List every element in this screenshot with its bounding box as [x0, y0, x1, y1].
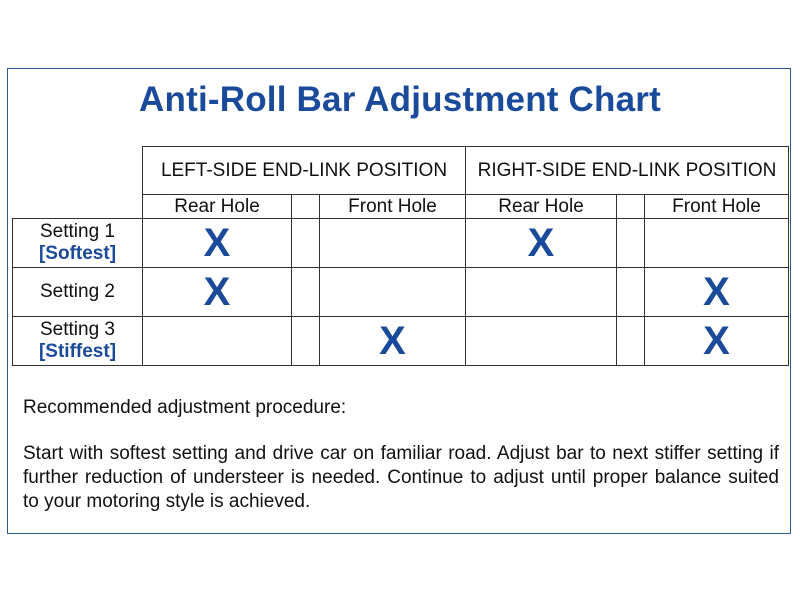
row-label-text: Setting 3 [40, 319, 115, 340]
cell-mark: X [466, 219, 617, 268]
table-row [13, 317, 789, 366]
cell-mark [292, 317, 320, 366]
sub-header-left-spacer [292, 195, 320, 219]
adjustment-table [12, 146, 789, 366]
cell-mark [143, 317, 292, 366]
row-label [13, 219, 143, 268]
row-label [13, 317, 143, 366]
sub-header-right-front: Front Hole [645, 195, 789, 219]
cell-mark [617, 268, 645, 317]
cell-mark [466, 268, 617, 317]
notes-section [23, 396, 779, 514]
row-label-tag: [Stiffest] [38, 341, 117, 362]
table-row [13, 219, 789, 268]
cell-mark [320, 268, 466, 317]
cell-mark: X [645, 268, 789, 317]
row-label-tag: [Softest] [38, 243, 117, 264]
sub-header-right-rear: Rear Hole [466, 195, 617, 219]
sub-header-left-front: Front Hole [320, 195, 466, 219]
corner-blank [13, 147, 143, 195]
sub-header-left-rear: Rear Hole [143, 195, 292, 219]
group-header-right: RIGHT-SIDE END-LINK POSITION [466, 147, 789, 195]
cell-mark: X [143, 219, 292, 268]
corner-blank-2 [13, 195, 143, 219]
cell-mark [645, 219, 789, 268]
cell-mark: X [143, 268, 292, 317]
cell-mark [292, 219, 320, 268]
notes-procedure: Start with softest setting and drive car on familiar road. Adjust bar to next stiffer setting if further reduction of understeer is needed. Continue to adjust until proper balance suited to your motoring style is achieved. [23, 443, 779, 512]
group-header-left: LEFT-SIDE END-LINK POSITION [143, 147, 466, 195]
notes-heading: Recommended adjustment procedure: [23, 397, 347, 418]
row-label-text: Setting 1 [40, 221, 115, 242]
cell-mark [466, 317, 617, 366]
cell-mark [320, 219, 466, 268]
row-label [13, 268, 143, 317]
chart-title: Anti-Roll Bar Adjustment Chart [139, 80, 661, 119]
cell-mark: X [320, 317, 466, 366]
sub-header-right-spacer [617, 195, 645, 219]
cell-mark [292, 268, 320, 317]
cell-mark: X [645, 317, 789, 366]
cell-mark [617, 317, 645, 366]
row-label-text: Setting 2 [40, 281, 115, 302]
cell-mark [617, 219, 645, 268]
table-row [13, 268, 789, 317]
